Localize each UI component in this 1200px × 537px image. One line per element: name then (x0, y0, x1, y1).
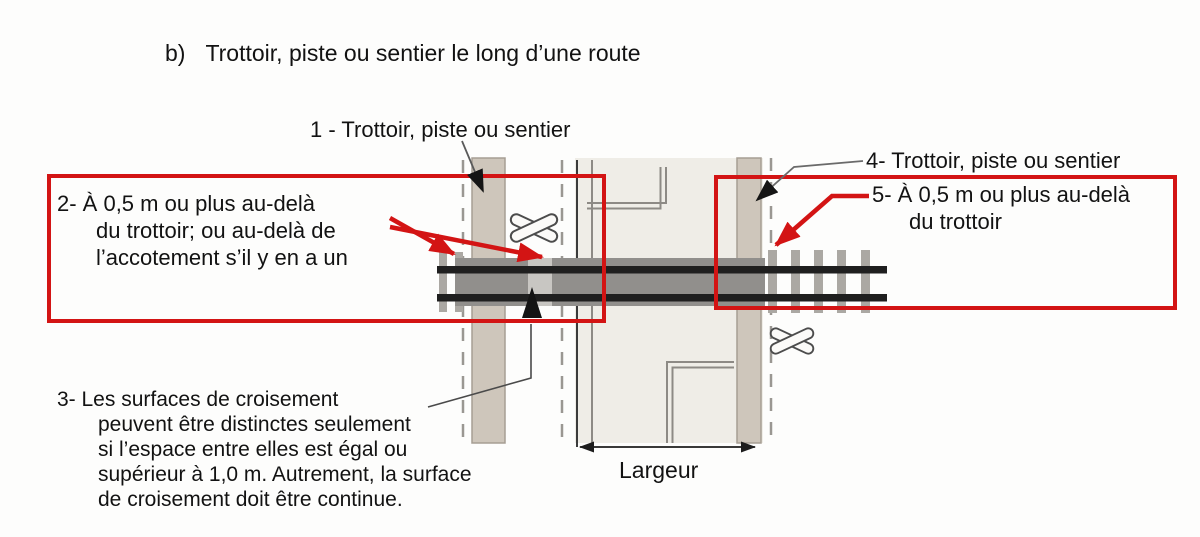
annotation-3-line-4: supérieur à 1,0 m. Autrement, la surface (98, 463, 472, 486)
railway-tie (814, 250, 823, 313)
annotation-3-line-1: 3- Les surfaces de croisement (57, 388, 339, 411)
annotation-4-label: 4- Trottoir, piste ou sentier (866, 148, 1121, 173)
figure-title-marker: b) (165, 40, 186, 66)
crossbuck-icon-right (769, 327, 815, 356)
railway-tie (837, 250, 846, 313)
railway-tie (791, 250, 800, 313)
annotation-1-label: 1 - Trottoir, piste ou sentier (310, 117, 571, 142)
railway-tie (439, 252, 447, 312)
annotation-5-line-2: du trottoir (909, 209, 1002, 234)
dimension-label-largeur: Largeur (619, 457, 699, 483)
annotation-5-label (872, 181, 1130, 235)
railway-tie (861, 250, 870, 313)
annotation-3-line-5: de croisement doit être continue. (98, 488, 403, 511)
annotation-2-label (57, 190, 348, 271)
railway-tie (768, 250, 777, 313)
arrow-annotation-5 (776, 196, 869, 245)
figure-title-text: Trottoir, piste ou sentier le long d’une route (205, 40, 641, 66)
annotation-2-line-1: 2- À 0,5 m ou plus au-delà (57, 191, 316, 216)
rail-top (437, 266, 887, 274)
crossbuck-icon-left (509, 212, 559, 243)
annotation-3-label (57, 387, 472, 512)
annotation-3-line-3: si l’espace entre elles est égal ou (98, 438, 408, 461)
annotation-2-line-3: l’accotement s’il y en a un (96, 245, 348, 270)
figure-title (165, 40, 641, 66)
rail-bottom (437, 294, 887, 302)
annotation-5-line-1: 5- À 0,5 m ou plus au-delà (872, 182, 1131, 207)
annotation-2-line-2: du trottoir; ou au-delà de (96, 218, 336, 243)
annotation-3-line-2: peuvent être distinctes seulement (98, 413, 411, 436)
